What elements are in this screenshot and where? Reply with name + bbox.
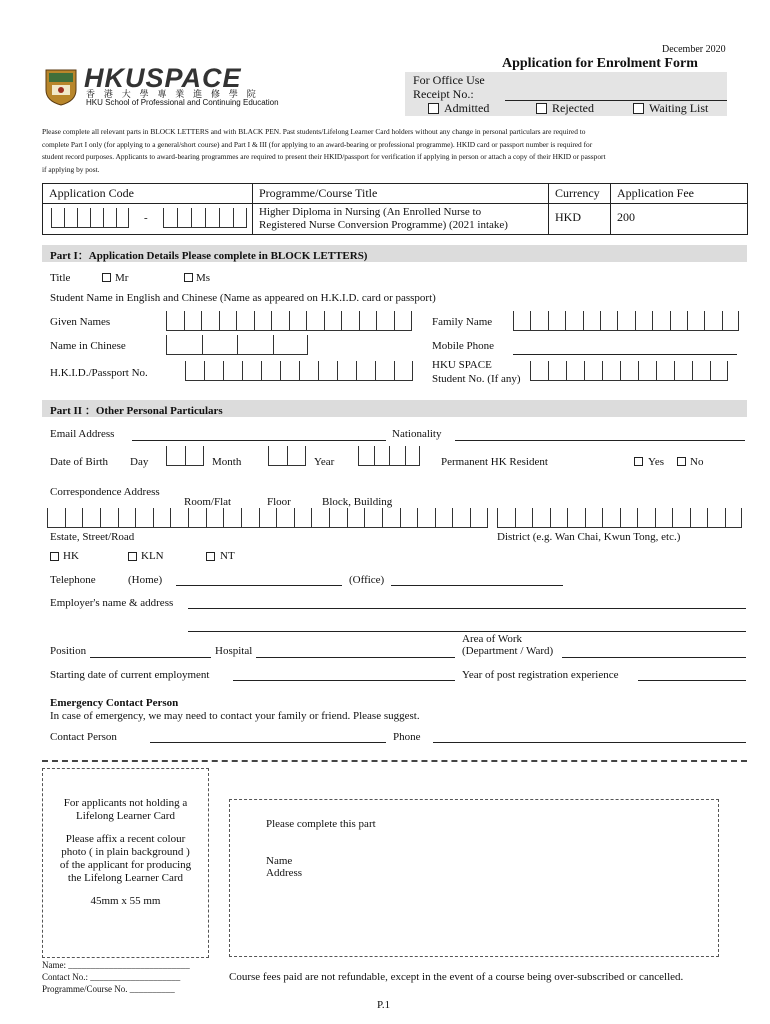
mobile-phone-line[interactable]	[513, 354, 737, 355]
department-label: (Department / Ward)	[462, 645, 554, 657]
month-boxes[interactable]	[268, 446, 306, 466]
photo-line: the Lifelong Learner Card	[67, 872, 184, 884]
room-flat-label: Room/Flat	[184, 496, 232, 508]
student-name-note: Student Name in English and Chinese (Name as appeared on H.K.I.D. card or passport)	[50, 292, 436, 304]
photo-line: of the applicant for producing	[59, 859, 192, 871]
application-code-cell[interactable]	[43, 204, 253, 235]
part2-heading: Part II ：Other Personal Particulars	[42, 400, 747, 417]
ms-label: Ms	[196, 272, 211, 284]
header-application-fee: Application Fee	[611, 184, 748, 204]
intro-line: Please complete all relevant parts in BLOCK LETTERS and with BLACK PEN. Past students/Lifelong Learner Card holders without any change in personal particulars are required to	[42, 127, 586, 136]
programme-line: Registered Nurse Conversion Programme) (2021 intake)	[259, 219, 508, 231]
card-name-label: Name	[266, 855, 293, 867]
family-name-boxes[interactable]	[513, 311, 739, 331]
floor-label: Floor	[267, 496, 291, 508]
intro-line: if applying by post.	[42, 164, 100, 174]
rejected-label: Rejected	[552, 101, 594, 115]
employer-line-2[interactable]	[188, 631, 746, 632]
photo-instructions	[42, 797, 209, 908]
email-label: Email Address	[50, 428, 115, 440]
nationality-line[interactable]	[455, 440, 745, 441]
contact-person-label: Contact Person	[50, 731, 117, 743]
district-label: District (e.g. Wan Chai, Kwun Tong, etc.)	[497, 531, 681, 543]
waiting-list-checkbox[interactable]	[633, 103, 644, 114]
footer-programme: Programme/Course No. __________	[42, 984, 175, 994]
resident-yes-checkbox[interactable]	[634, 457, 643, 466]
emergency-note: In case of emergency, we may need to contact your family or friend. Please suggest.	[50, 710, 420, 722]
receipt-label: Receipt No.:	[413, 87, 474, 101]
hk-label: HK	[63, 550, 79, 562]
telephone-label: Telephone	[50, 574, 96, 586]
programme-line: Higher Diploma in Nursing (An Enrolled Nurse to	[259, 206, 482, 218]
resident-yes-label: Yes	[648, 456, 665, 468]
position-line[interactable]	[90, 657, 211, 658]
post-reg-label: Year of post registration experience	[462, 669, 619, 681]
card-address-label: Address	[266, 867, 303, 879]
hk-checkbox[interactable]	[50, 552, 59, 561]
rejected-checkbox[interactable]	[536, 103, 547, 114]
starting-date-label: Starting date of current employment	[50, 669, 210, 681]
admitted-label: Admitted	[444, 101, 490, 115]
programme-table	[42, 183, 748, 235]
application-code-boxes-2[interactable]	[163, 208, 247, 228]
hku-crest-icon	[45, 68, 77, 106]
email-line[interactable]	[132, 440, 386, 441]
kln-checkbox[interactable]	[128, 552, 137, 561]
home-phone-line[interactable]	[176, 585, 342, 586]
intro-line: student record purposes. Applicants to award-bearing programmes are required to present their HKID/passport for verification if applying in person or attach a copy of their HKID or passport	[42, 152, 606, 161]
header-programme-title: Programme/Course Title	[253, 184, 549, 204]
photo-line: Lifelong Learner Card	[76, 810, 175, 822]
form-date: December 2020	[662, 44, 726, 55]
resident-no-label: No	[690, 456, 704, 468]
footer-name: Name: ___________________________	[42, 960, 190, 970]
chinese-name-boxes[interactable]	[166, 335, 308, 355]
chinese-name-label: Name in Chinese	[50, 340, 126, 352]
mr-checkbox[interactable]	[102, 273, 111, 282]
header-application-code: Application Code	[43, 184, 253, 204]
header-currency: Currency	[549, 184, 611, 204]
given-names-label: Given Names	[50, 316, 111, 328]
permanent-resident-label: Permanent HK Resident	[441, 456, 548, 468]
brand-english: HKU School of Professional and Continuing Education	[86, 98, 279, 107]
dob-label: Date of Birth	[50, 456, 109, 468]
area-of-work-label: Area of Work	[462, 633, 523, 645]
nationality-label: Nationality	[392, 428, 442, 440]
hospital-line[interactable]	[256, 657, 455, 658]
kln-label: KLN	[141, 550, 164, 562]
year-boxes[interactable]	[358, 446, 420, 466]
resident-no-checkbox[interactable]	[677, 457, 686, 466]
hkid-label: H.K.I.D./Passport No.	[50, 367, 148, 379]
office-label: (Office)	[349, 574, 385, 586]
photo-line: For applicants not holding a	[63, 797, 188, 809]
student-no-boxes[interactable]	[530, 361, 728, 381]
day-boxes[interactable]	[166, 446, 204, 466]
application-code-boxes[interactable]	[51, 208, 129, 228]
hku-space-label: HKU SPACE	[432, 359, 492, 371]
currency-cell: HKD	[549, 204, 611, 235]
refund-note: Course fees paid are not refundable, except in the event of a course being over-subscribed or cancelled.	[229, 971, 684, 983]
employer-line-1[interactable]	[188, 608, 746, 609]
contact-person-line[interactable]	[150, 742, 386, 743]
card-please-label: Please complete this part	[266, 818, 376, 830]
photo-line: photo ( in plain background )	[61, 846, 190, 858]
footer-contact: Contact No.: ____________________	[42, 972, 181, 982]
department-line[interactable]	[562, 657, 746, 658]
form-title: Application for Enrolment Form	[502, 56, 698, 71]
district-boxes[interactable]	[497, 508, 742, 528]
nt-label: NT	[220, 550, 235, 562]
brand-logo: HKUSPACE	[84, 63, 242, 93]
ms-checkbox[interactable]	[184, 273, 193, 282]
family-name-label: Family Name	[432, 316, 493, 328]
photo-size: 45mm x 55 mm	[90, 895, 161, 907]
emergency-phone-line[interactable]	[433, 742, 746, 743]
code-dash: -	[144, 212, 148, 224]
intro-paragraph	[42, 126, 747, 176]
month-label: Month	[212, 456, 242, 468]
position-label: Position	[50, 645, 87, 657]
year-label: Year	[314, 456, 335, 468]
programme-title-cell	[253, 204, 549, 235]
part1-heading: Part I：Application Details Please complete in BLOCK LETTERS)	[42, 245, 747, 262]
employer-label: Employer's name & address	[50, 597, 174, 609]
waiting-list-label: Waiting List	[649, 101, 709, 115]
admitted-checkbox[interactable]	[428, 103, 439, 114]
emergency-phone-label: Phone	[393, 731, 421, 743]
cut-line	[42, 760, 747, 762]
student-no-label: Student No. (If any)	[432, 373, 521, 385]
correspondence-label: Correspondence Address	[50, 486, 160, 498]
nt-checkbox[interactable]	[206, 552, 215, 561]
post-reg-line[interactable]	[638, 680, 746, 681]
page-number: P.1	[377, 999, 391, 1011]
starting-date-line[interactable]	[233, 680, 455, 681]
estate-label: Estate, Street/Road	[50, 531, 135, 543]
brand-chinese: 香 港 大 學 專 業 進 修 學 院	[86, 90, 259, 100]
hkid-boxes[interactable]	[185, 361, 413, 381]
address-boxes[interactable]	[47, 508, 488, 528]
home-label: (Home)	[128, 574, 163, 586]
intro-line: complete Part I only (for applying to a general/short course) and Part I & III (for applying to an award-bearing or professional programme). HKID card or passport number is required for	[42, 139, 593, 149]
title-label: Title	[50, 272, 71, 284]
day-label: Day	[130, 456, 149, 468]
fee-cell: 200	[611, 204, 748, 235]
block-label: Block, Building	[322, 496, 393, 508]
mobile-phone-label: Mobile Phone	[432, 340, 495, 352]
given-names-boxes[interactable]	[166, 311, 412, 331]
mr-label: Mr	[115, 272, 129, 284]
office-phone-line[interactable]	[391, 585, 563, 586]
office-use-label: For Office Use	[413, 73, 485, 87]
hospital-label: Hospital	[215, 645, 253, 657]
photo-line: Please affix a recent colour	[65, 833, 186, 845]
emergency-heading: Emergency Contact Person	[50, 697, 179, 709]
